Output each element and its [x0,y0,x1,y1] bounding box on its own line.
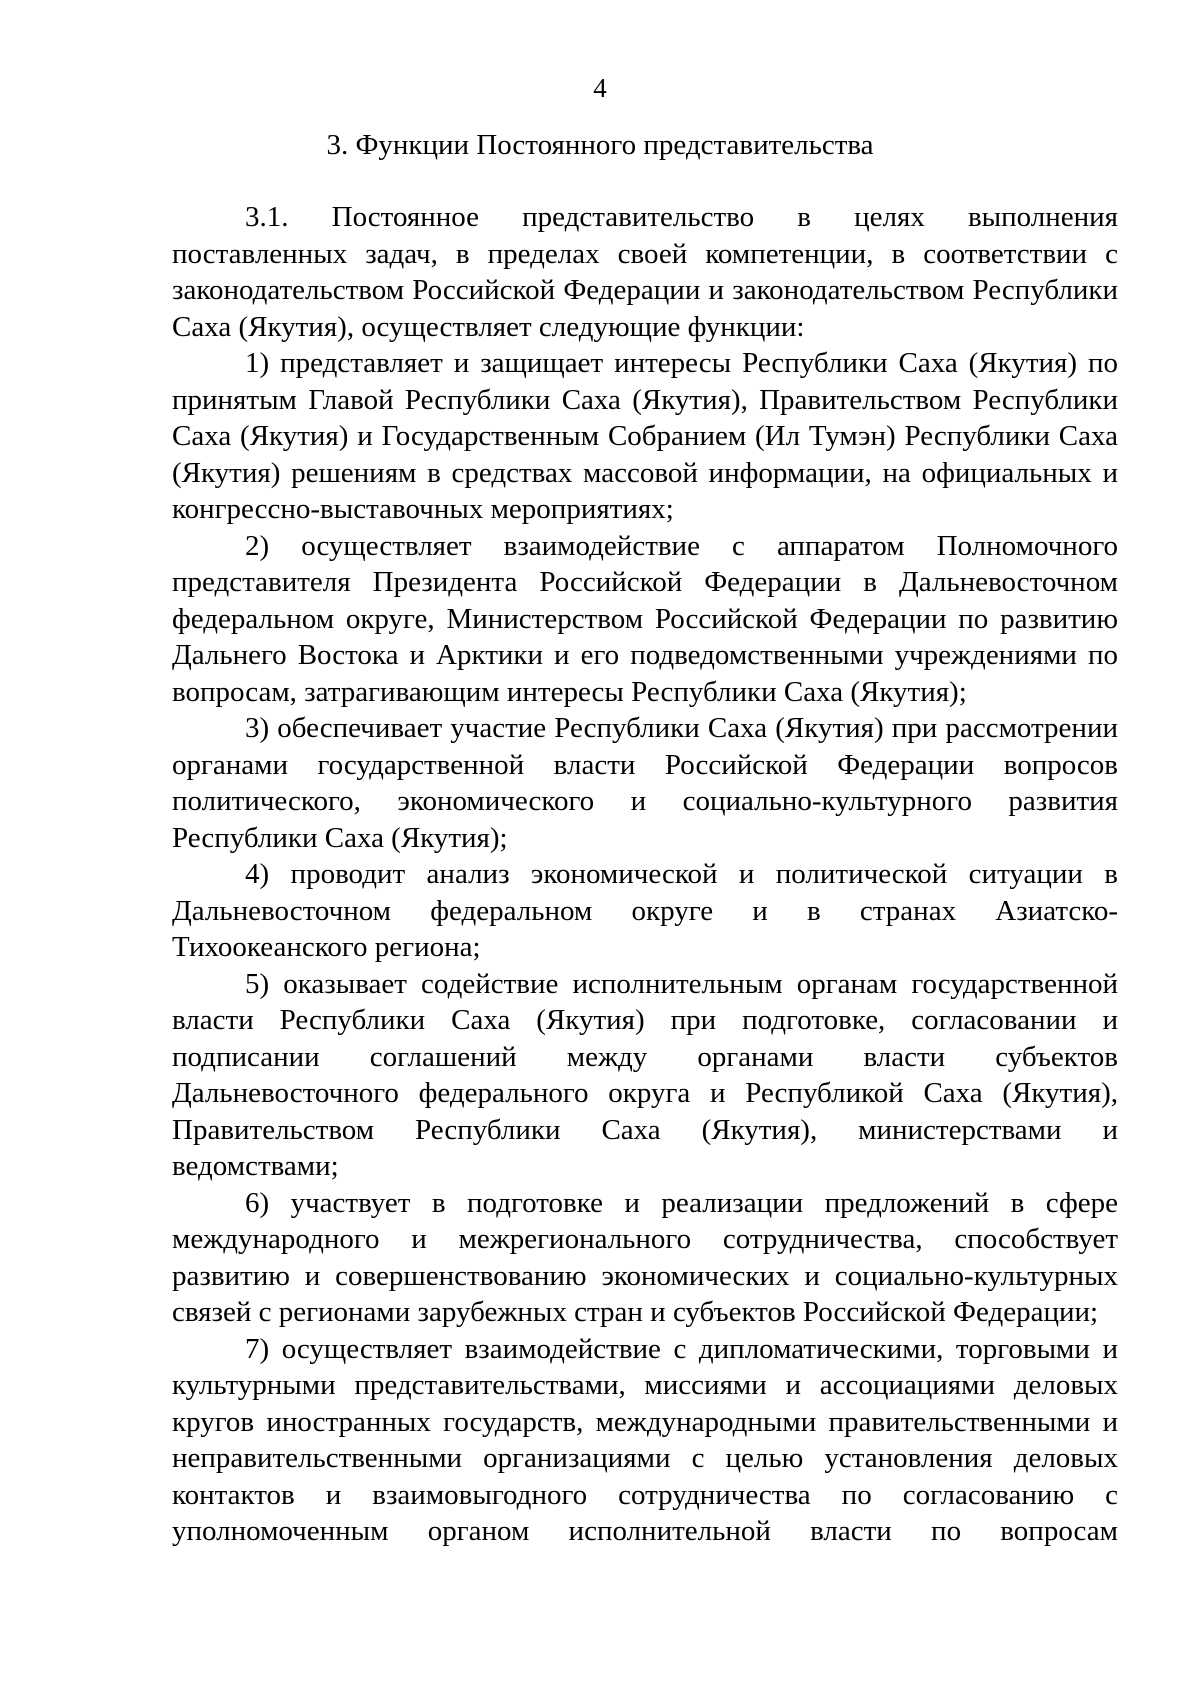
list-item-3: 3) обеспечивает участие Республики Саха (Якутия) при рассмотрении органами государственной власти Российской Федерации вопросов политического, экономического и социально-культурного развития Республики Саха (Якутия); [172,712,1118,854]
page-number: 4 [593,73,607,103]
list-item-1: 1) представляет и защищает интересы Республики Саха (Якутия) по принятым Главой Республики Саха (Якутия), Правительством Республики Саха (Якутия) и Государственным Собранием (Ил Тумэн) Республики Саха (Якутия) решениям в средствах массовой информации, на официальных и конгрессно-выставочных мероприятиях; [172,347,1118,525]
section-title: 3. Функции Постоянного представительства [326,129,874,161]
list-item-4: 4) проводит анализ экономической и политической ситуации в Дальневосточном федеральном округе и в странах Азиатско-Тихоокеанского региона; [172,858,1118,963]
list-item-2: 2) осуществляет взаимодействие с аппаратом Полномочного представителя Президента Российской Федерации в Дальневосточном федеральном округе, Министерством Российской Федерации по развитию Дальнего Востока и Арктики и его подведомственными учреждениями по вопросам, затрагивающим интересы Республики Саха (Якутия); [172,529,1118,708]
document-body [172,199,1118,1550]
list-item-5: 5) оказывает содействие исполнительным органам государственной власти Республики Саха (Якутия) при подготовке, согласовании и подписании соглашений между органами власти субъектов Дальневосточного федерального округа и Республикой Саха (Якутия), Правительством Республики Саха (Якутия), министерствами и ведомствами; [172,967,1118,1182]
paragraph-3-1: 3.1. Постоянное представительство в целях выполнения поставленных задач, в пределах своей компетенции, в соответствии с законодательством Российской Федерации и законодательством Республики Саха (Якутия), осуществляет следующие функции: [172,201,1118,343]
list-item-6: 6) участвует в подготовке и реализации предложений в сфере международного и межрегионального сотрудничества, способствует развитию и совершенствованию экономических и социально-культурных связей с регионами зарубежных стран и субъектов Российской Федерации; [172,1186,1118,1328]
list-item-7: 7) осуществляет взаимодействие с дипломатическими, торговыми и культурными представительствами, миссиями и ассоциациями деловых кругов иностранных государств, международными правительственными и неправительственными организациями с целью установления деловых контактов и взаимовыгодного сотрудничества по согласованию с уполномоченным органом исполнительной власти по вопросам [172,1332,1118,1547]
